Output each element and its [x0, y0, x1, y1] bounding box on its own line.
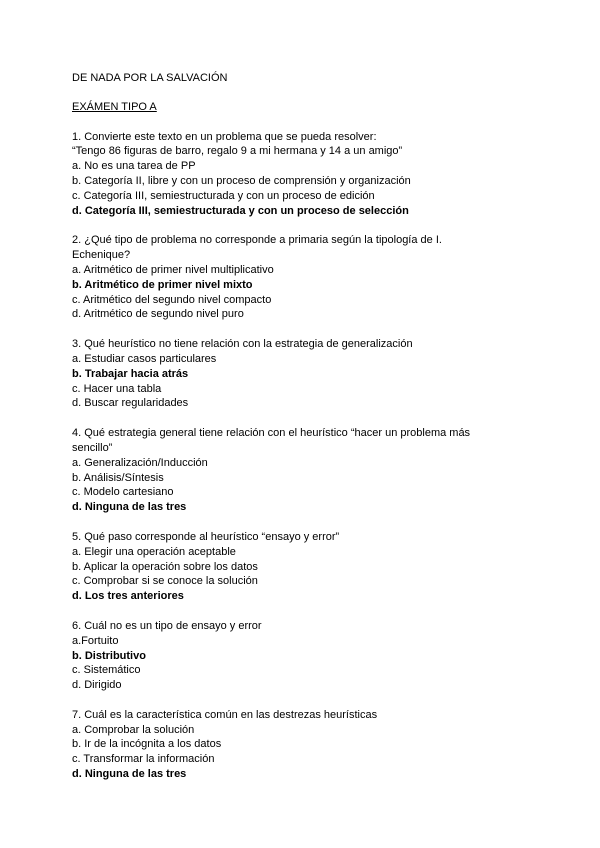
question-block [72, 619, 542, 693]
answer-option-correct: b. Trabajar hacia atrás [72, 367, 189, 380]
question-text: 5. Qué paso corresponde al heurístico “ensayo y error” [72, 530, 340, 543]
answer-option: c. Comprobar si se conoce la solución [72, 575, 258, 588]
answer-option: c. Categoría III, semiestructurada y con un proceso de edición [72, 189, 375, 202]
question-text: 2. ¿Qué tipo de problema no corresponde a primaria según la tipología de I. [72, 234, 442, 247]
answer-option-correct: b. Distributivo [72, 649, 146, 662]
answer-option: d. Dirigido [72, 679, 122, 692]
answer-option: a.Fortuito [72, 634, 119, 647]
question-list [72, 130, 542, 782]
answer-option: a. No es una tarea de PP [72, 160, 196, 173]
question-text: 3. Qué heurístico no tiene relación con la estrategia de generalización [72, 338, 413, 351]
answer-option: b. Análisis/Síntesis [72, 471, 164, 484]
answer-option: c. Transformar la información [72, 753, 215, 766]
answer-option: c. Modelo cartesiano [72, 486, 174, 499]
document-content [72, 71, 542, 782]
answer-option: d. Buscar regularidades [72, 397, 189, 410]
answer-option: a. Aritmético de primer nivel multiplicativo [72, 263, 274, 276]
answer-option-correct: d. Categoría III, semiestructurada y con un proceso de selección [72, 204, 409, 217]
answer-option: d. Aritmético de segundo nivel puro [72, 308, 244, 321]
answer-option: a. Elegir una operación aceptable [72, 545, 236, 558]
answer-option-correct: d. Ninguna de las tres [72, 768, 187, 781]
question-block [72, 708, 542, 782]
answer-option-correct: d. Los tres anteriores [72, 590, 184, 603]
answer-option: c. Hacer una tabla [72, 382, 162, 395]
answer-option: a. Estudiar casos particulares [72, 352, 217, 365]
question-block [72, 337, 542, 411]
answer-option-correct: b. Aritmético de primer nivel mixto [72, 278, 253, 291]
question-block [72, 426, 542, 515]
answer-option: b. Aplicar la operación sobre los datos [72, 560, 258, 573]
question-block [72, 130, 542, 219]
answer-option-correct: d. Ninguna de las tres [72, 501, 187, 514]
answer-option: c. Sistemático [72, 664, 141, 677]
answer-option: c. Aritmético del segundo nivel compacto [72, 293, 272, 306]
question-text: “Tengo 86 figuras de barro, regalo 9 a mi hermana y 14 a un amigo” [72, 145, 403, 158]
question-text: 4. Qué estrategia general tiene relación con el heurístico “hacer un problema más [72, 427, 471, 440]
document-title: DE NADA POR LA SALVACIÓN [72, 72, 228, 84]
answer-option: b. Ir de la incógnita a los datos [72, 738, 222, 751]
answer-option: a. Comprobar la solución [72, 723, 195, 736]
question-text: 6. Cuál no es un tipo de ensayo y error [72, 619, 262, 632]
answer-option: b. Categoría II, libre y con un proceso de comprensión y organización [72, 174, 411, 187]
exam-subtitle: EXÁMEN TIPO A [72, 100, 157, 113]
question-block [72, 530, 542, 604]
question-text: 1. Convierte este texto en un problema que se pueda resolver: [72, 130, 377, 143]
question-text: Echenique? [72, 249, 131, 262]
answer-option: a. Generalización/Inducción [72, 456, 208, 469]
question-text: 7. Cuál es la característica común en las destrezas heurísticas [72, 708, 378, 721]
question-text: sencillo” [72, 441, 113, 454]
question-block [72, 233, 542, 322]
